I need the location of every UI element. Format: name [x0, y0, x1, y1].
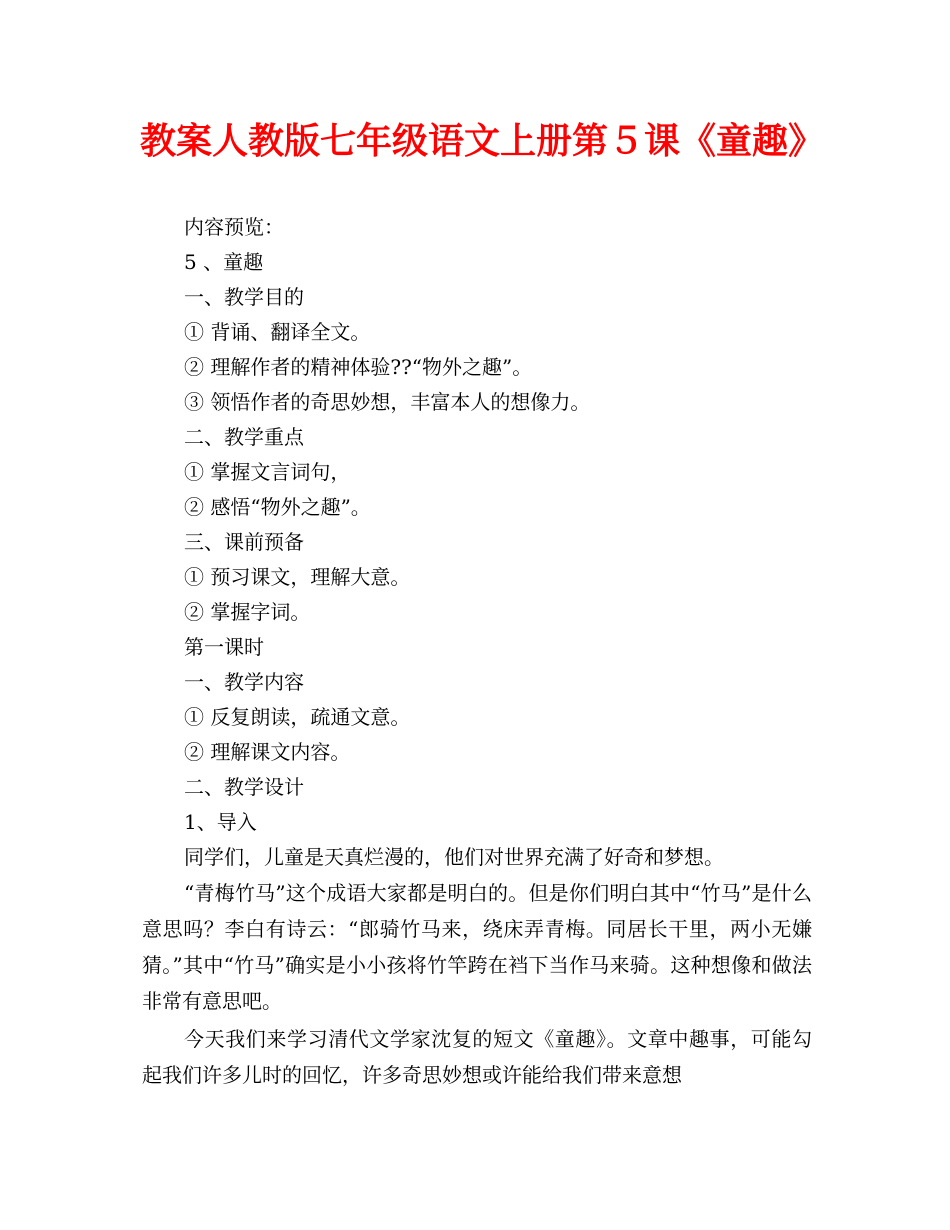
list-item: ② 理解作者的精神体验??“物外之趣”。: [184, 355, 533, 379]
list-item: ① 反复朗读，疏通文意。: [184, 705, 411, 729]
section-heading: 一、教学目的: [184, 285, 304, 309]
section-heading: 三、课前预备: [184, 530, 304, 554]
lesson-heading: 5 、童趣: [184, 250, 264, 274]
list-item: ② 感悟“物外之趣”。: [184, 495, 371, 519]
document-title: 教案人教版七年级语文上册第５课《童趣》: [140, 121, 825, 162]
list-item: ② 掌握字词。: [184, 600, 311, 624]
class-period-heading: 第一课时: [184, 635, 264, 659]
section-heading: 二、教学设计: [184, 775, 304, 799]
list-item: ① 掌握文言词句，: [184, 460, 351, 484]
list-item: ① 背诵、翻译全文。: [184, 320, 371, 344]
text-line: 内容预览：: [184, 215, 284, 239]
list-item: ③ 领悟作者的奇思妙想，丰富本人的想像力。: [184, 390, 591, 414]
section-heading: 二、教学重点: [184, 425, 304, 449]
subsection-heading: 1、导入: [184, 810, 257, 834]
text-line: 同学们，儿童是天真烂漫的，他们对世界充满了好奇和梦想。: [184, 845, 724, 869]
list-item: ② 理解课文内容。: [184, 740, 351, 764]
body-paragraph: 今天我们来学习清代文学家沈复的短文《童趣》。文章中趣事，可能勾起我们许多儿时的回忆，许多奇思妙想或许能给我们带来意想: [142, 1027, 812, 1087]
document-body: [142, 210, 812, 1093]
list-item: ① 预习课文，理解大意。: [184, 565, 411, 589]
section-heading: 一、教学内容: [184, 670, 304, 694]
body-paragraph: “青梅竹马”这个成语大家都是明白的。但是你们明白其中“竹马”是什么意思吗？李白有诗云：“郎骑竹马来，绕床弄青梅。同居长干里，两小无嫌猜。”其中“竹马”确实是小小孩将竹竿跨在裆下当作马来骑。这种想像和做法非常有意思吧。: [142, 881, 812, 1013]
